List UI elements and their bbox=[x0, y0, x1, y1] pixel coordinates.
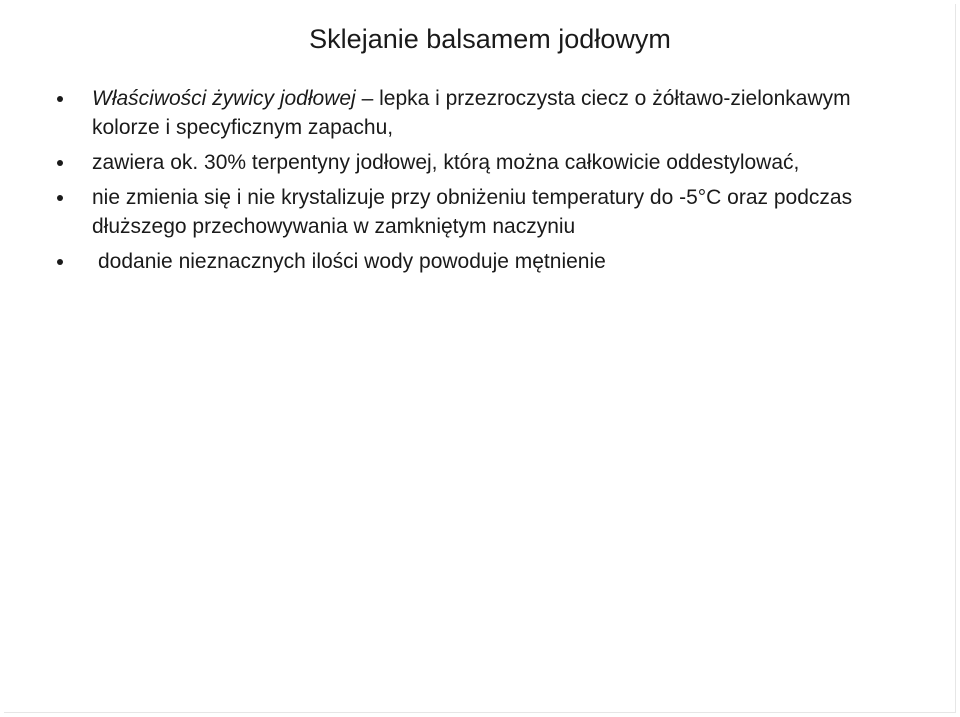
bullet-item bbox=[0, 148, 960, 177]
bullet-dot-icon bbox=[57, 259, 63, 265]
slide-title: Sklejanie balsamem jodłowym bbox=[309, 24, 671, 54]
bullet-dash: – bbox=[355, 87, 380, 110]
bullet-text: lepka i przezroczysta ciecz o żółtawo-zielonkawym kolorze i specyficznym zapachu, bbox=[92, 87, 851, 139]
bullet-text: zawiera ok. 30% terpentyny jodłowej, którą można całkowicie oddestylować, bbox=[92, 151, 800, 174]
bullet-item bbox=[0, 84, 960, 142]
bullet-item bbox=[0, 247, 960, 276]
bullet-dot-icon bbox=[57, 96, 63, 102]
bullet-dot-icon bbox=[57, 160, 63, 166]
bullet-item bbox=[0, 183, 960, 241]
bullet-lead-term: Właściwości żywicy jodłowej bbox=[92, 87, 356, 110]
bullet-text: dodanie nieznacznych ilości wody powoduje mętnienie bbox=[98, 250, 606, 273]
bullet-dot-icon bbox=[57, 195, 63, 201]
bullet-list bbox=[0, 84, 960, 276]
bullet-text: nie zmienia się i nie krystalizuje przy obniżeniu temperatury do -5°C oraz podczas dłuższego przechowywania w zamkniętym naczyniu bbox=[92, 186, 853, 238]
